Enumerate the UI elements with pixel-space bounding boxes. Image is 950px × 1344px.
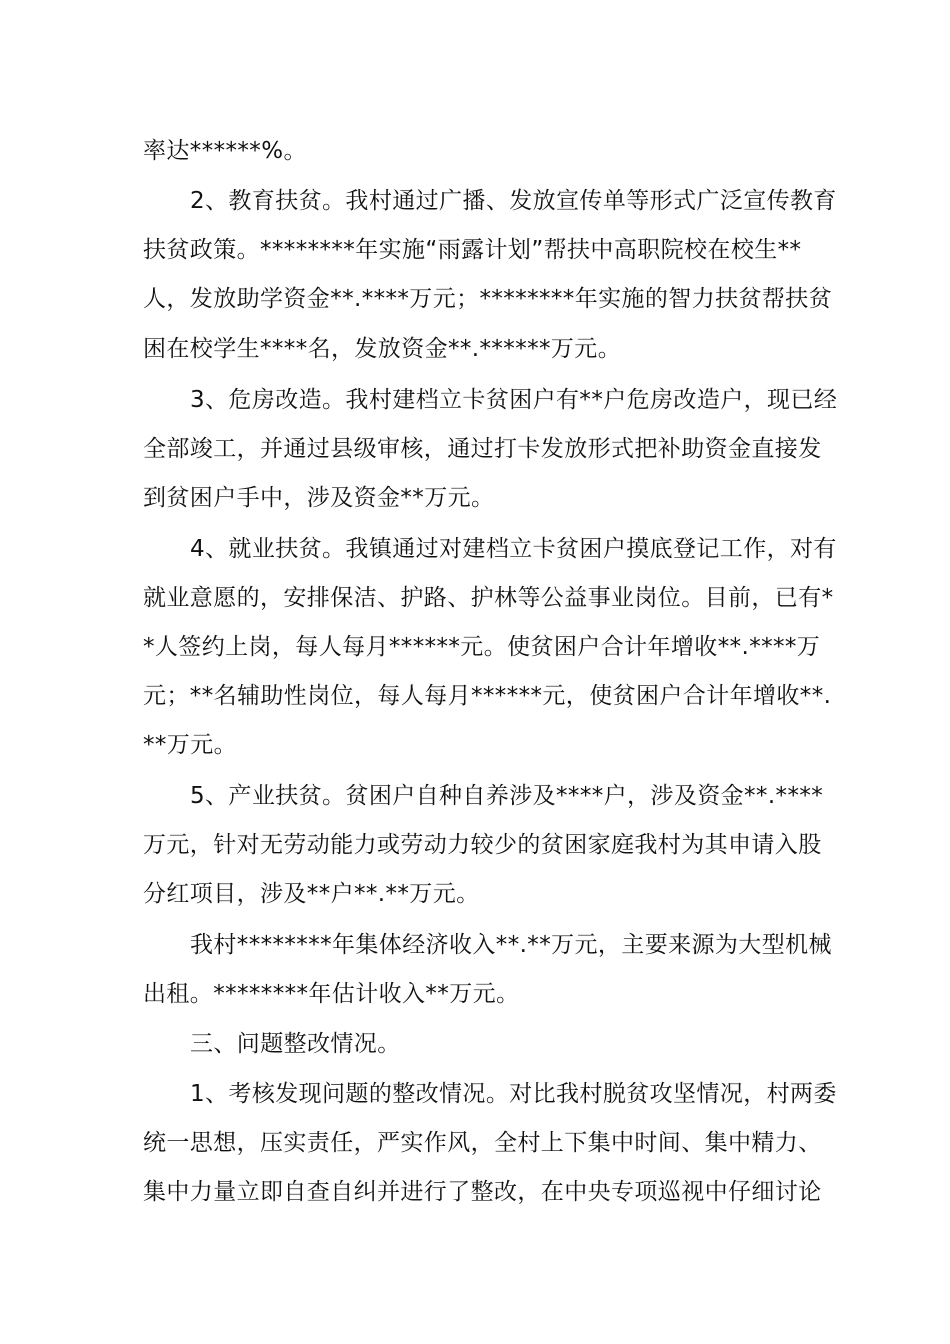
text-line: 全部竣工，并通过县级审核，通过打卡发放形式把补助资金直接发: [143, 436, 822, 462]
text-line: 3、危房改造。我村建档立卡贫困户有**户危房改造户，现已经: [190, 387, 838, 413]
text-line: 分红项目，涉及**户**.**万元。: [143, 881, 480, 907]
text-line: 率达******%。: [143, 138, 307, 164]
text-line: 统一思想，压实责任，严实作风，全村上下集中时间、集中精力、: [143, 1130, 822, 1156]
text-line: 2、教育扶贫。我村通过广播、发放宣传单等形式广泛宣传教育: [190, 188, 837, 214]
text-line: 到贫困户手中，涉及资金**万元。: [143, 485, 495, 511]
text-line: **万元。: [143, 732, 237, 758]
text-line: *人签约上岗，每人每月******元。使贫困户合计年增收**.****万: [143, 634, 821, 660]
text-line: 5、产业扶贫。贫困户自种自养涉及****户，涉及资金**.****: [190, 783, 824, 809]
text-line: 困在校学生****名，发放资金**.******万元。: [143, 336, 622, 362]
section-heading: 三、问题整改情况。: [190, 1031, 401, 1057]
text-line: 人，发放助学资金**.****万元；********年实施的智力扶贫帮扶贫: [143, 286, 833, 312]
text-line: 就业意愿的，安排保洁、护路、护林等公益事业岗位。目前，已有*: [143, 585, 834, 611]
text-line: 元；**名辅助性岗位，每人每月******元，使贫困户合计年增收**.: [143, 683, 832, 709]
text-line: 我村********年集体经济收入**.**万元，主要来源为大型机械: [190, 932, 832, 958]
text-line: 1、考核发现问题的整改情况。对比我村脱贫攻坚情况，村两委: [190, 1081, 837, 1107]
text-line: 4、就业扶贫。我镇通过对建档立卡贫困户摸底登记工作，对有: [190, 536, 837, 562]
text-line: 扶贫政策。********年实施“雨露计划”帮扶中高职院校在校生**: [143, 237, 802, 263]
text-line: 集中力量立即自查自纠并进行了整改，在中央专项巡视中仔细讨论: [143, 1179, 822, 1205]
text-line: 万元，针对无劳动能力或劳动力较少的贫困家庭我村为其申请入股: [143, 832, 822, 858]
text-line: 出租。********年估计收入**万元。: [143, 981, 520, 1007]
